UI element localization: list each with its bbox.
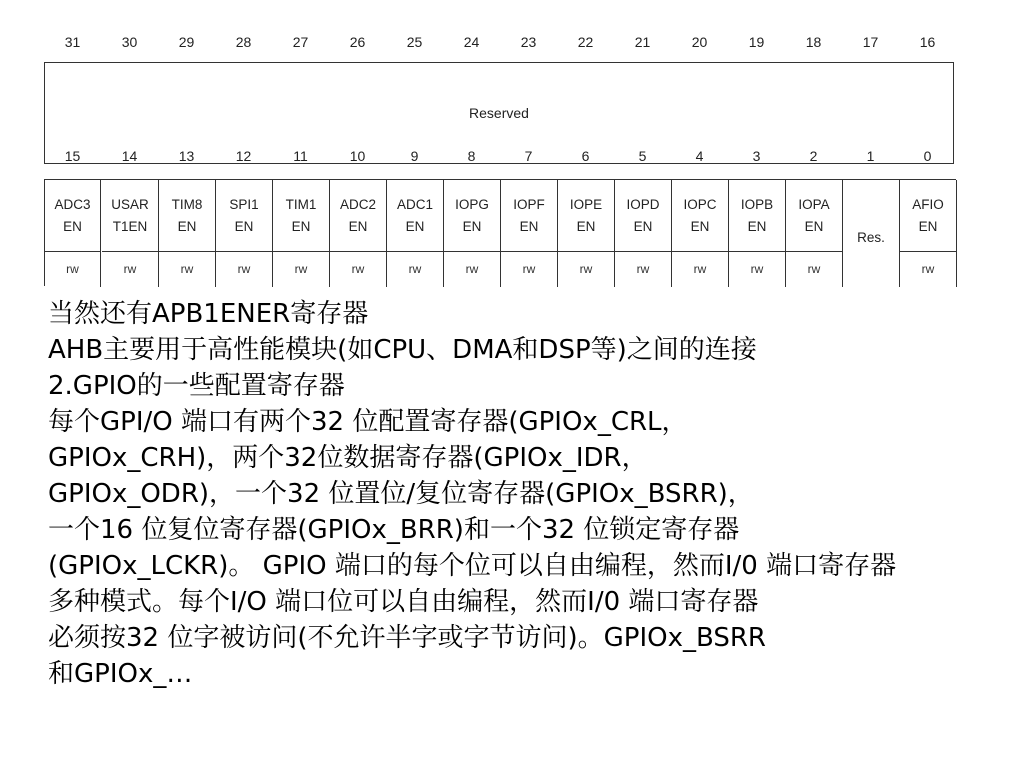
bit-number-3: 3 <box>752 148 761 164</box>
bit-number-7: 7 <box>524 148 533 164</box>
bit-number-13: 13 <box>178 148 195 164</box>
register-field <box>786 180 843 287</box>
field-access: rw <box>579 262 593 276</box>
bit-number-30: 30 <box>121 34 138 50</box>
field-access: rw <box>351 262 365 276</box>
text-line: (GPIOx_LCKR)。 GPIO 端口的每个位可以自由编程，然而I/0 端口寄存器 <box>48 551 897 581</box>
field-access: rw <box>237 262 251 276</box>
field-name: AFIO EN <box>900 180 956 252</box>
field-name: Res. <box>857 229 885 245</box>
register-field <box>615 180 672 287</box>
text-line: 2.GPIO的一些配置寄存器 <box>48 371 345 401</box>
field-access: rw <box>66 262 79 276</box>
register-field <box>159 180 216 287</box>
bit-number-17: 17 <box>862 34 879 50</box>
field-name: IOPE EN <box>558 180 614 252</box>
bit-number-10: 10 <box>349 148 366 164</box>
field-name: TIM1 EN <box>273 180 329 252</box>
bit-number-29: 29 <box>178 34 195 50</box>
bit-number-31: 31 <box>64 34 81 50</box>
register-field <box>273 180 330 287</box>
bit-number-24: 24 <box>463 34 480 50</box>
field-access: rw <box>750 262 764 276</box>
bit-number-23: 23 <box>520 34 537 50</box>
bit-number-2: 2 <box>809 148 818 164</box>
register-field <box>729 180 786 287</box>
register-field <box>45 180 101 287</box>
bit-number-19: 19 <box>748 34 765 50</box>
field-access: rw <box>636 262 650 276</box>
bit-number-15: 15 <box>64 148 81 164</box>
bit-number-25: 25 <box>406 34 423 50</box>
text-line: 每个GPI/O 端口有两个32 位配置寄存器(GPIOx_CRL， <box>48 407 688 437</box>
field-name: TIM8 EN <box>159 180 215 252</box>
text-line: 当然还有APB1ENER寄存器 <box>48 299 369 329</box>
register-field <box>216 180 273 287</box>
field-access: rw <box>408 262 422 276</box>
bit-number-8: 8 <box>467 148 476 164</box>
field-name: IOPA EN <box>786 180 842 252</box>
register-field <box>672 180 729 287</box>
field-name: ADC3 EN <box>45 180 100 252</box>
register-field-grid <box>44 179 956 286</box>
field-access: rw <box>180 262 194 276</box>
field-access: rw <box>294 262 308 276</box>
bit-number-11: 11 <box>293 148 308 164</box>
bit-numbers-low <box>44 142 956 170</box>
bit-number-0: 0 <box>923 148 932 164</box>
text-line: 一个16 位复位寄存器(GPIOx_BRR)和一个32 位锁定寄存器 <box>48 515 740 545</box>
bit-number-12: 12 <box>235 148 252 164</box>
text-line: 多种模式。每个I/O 端口位可以自由编程，然而I/0 端口寄存器 <box>48 587 759 617</box>
bit-number-22: 22 <box>577 34 594 50</box>
field-name: ADC2 EN <box>330 180 386 252</box>
bit-number-14: 14 <box>121 148 138 164</box>
text-line: GPIOx_CRH)，两个32位数据寄存器(GPIOx_IDR， <box>48 443 648 473</box>
bit-number-5: 5 <box>638 148 647 164</box>
field-name: USAR T1EN <box>102 180 158 252</box>
field-name: IOPG EN <box>444 180 500 252</box>
register-field <box>843 180 900 287</box>
text-line: GPIOx_ODR)，一个32 位置位/复位寄存器(GPIOx_BSRR)， <box>48 479 754 509</box>
bit-number-6: 6 <box>581 148 590 164</box>
field-name: IOPC EN <box>672 180 728 252</box>
field-access: rw <box>693 262 707 276</box>
register-field <box>900 180 957 287</box>
bit-number-16: 16 <box>919 34 936 50</box>
register-figure <box>44 28 956 286</box>
reserved-label: Reserved <box>469 105 529 121</box>
register-field <box>330 180 387 287</box>
field-access: rw <box>123 262 137 276</box>
register-field <box>501 180 558 287</box>
register-field <box>558 180 615 287</box>
field-name: IOPB EN <box>729 180 785 252</box>
field-name: SPI1 EN <box>216 180 272 252</box>
bit-number-9: 9 <box>410 148 419 164</box>
bit-number-26: 26 <box>349 34 366 50</box>
field-access: rw <box>807 262 821 276</box>
bit-number-28: 28 <box>235 34 252 50</box>
field-name: IOPD EN <box>615 180 671 252</box>
bit-number-20: 20 <box>691 34 708 50</box>
register-field <box>387 180 444 287</box>
text-line: 必须按32 位字被访问(不允许半字或字节访问)。GPIOx_BSRR <box>48 623 766 653</box>
text-line: 和GPIOx_… <box>48 659 193 689</box>
field-name: ADC1 EN <box>387 180 443 252</box>
text-line: AHB主要用于高性能模块(如CPU、DMA和DSP等)之间的连接 <box>48 335 757 365</box>
register-field <box>102 180 159 287</box>
bit-number-18: 18 <box>805 34 822 50</box>
bit-number-21: 21 <box>634 34 651 50</box>
body-text <box>48 296 988 692</box>
field-name: IOPF EN <box>501 180 557 252</box>
bit-number-4: 4 <box>695 148 704 164</box>
bit-numbers-high <box>44 28 956 56</box>
bit-number-27: 27 <box>292 34 309 50</box>
bit-number-1: 1 <box>866 148 875 164</box>
field-access: rw <box>465 262 479 276</box>
register-field <box>444 180 501 287</box>
field-access: rw <box>921 262 935 276</box>
field-access: rw <box>522 262 536 276</box>
